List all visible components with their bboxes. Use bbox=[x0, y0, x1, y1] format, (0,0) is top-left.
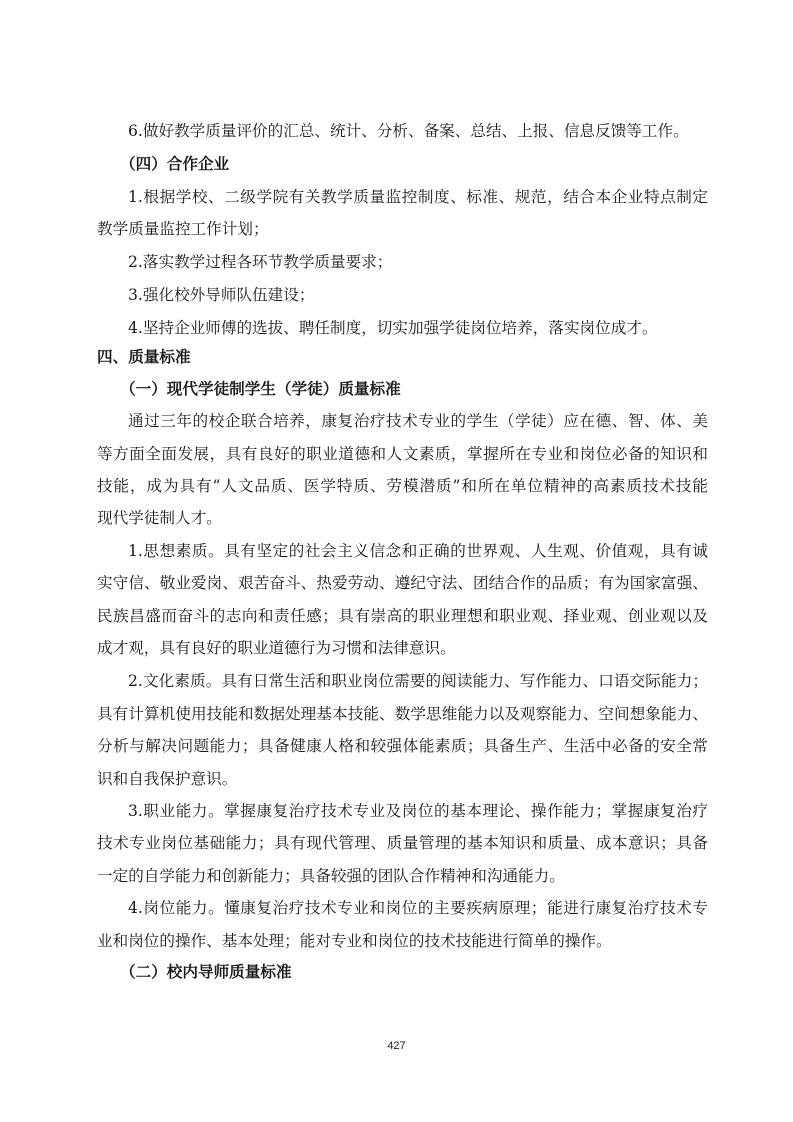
paragraph-line: 2.文化素质。具有日常生活和职业岗位需要的阅读能力、写作能力、口语交际能力； bbox=[128, 672, 708, 690]
paragraph-line: 具有计算机使用技能和数据处理基本技能、数学思维能力以及观察能力、空间想象能力、 bbox=[97, 705, 708, 723]
section-heading: 四、质量标准 bbox=[97, 348, 191, 366]
paragraph-line: 识和自我保护意识。 bbox=[97, 770, 238, 788]
paragraph-line: 3.职业能力。掌握康复治疗技术专业及岗位的基本理论、操作能力；掌握康复治疗 bbox=[128, 802, 708, 820]
paragraph-line: 实守信、敬业爱岗、艰苦奋斗、热爱劳动、遵纪守法、团结合作的品质；有为国家富强、 bbox=[97, 574, 708, 592]
paragraph-line: 技术专业岗位基础能力；具有现代管理、质量管理的基本知识和质量、成本意识；具备 bbox=[97, 834, 708, 852]
paragraph-line: 1.思想素质。具有坚定的社会主义信念和正确的世界观、人生观、价值观，具有诚 bbox=[128, 542, 708, 560]
paragraph-line: 成才观，具有良好的职业道德行为习惯和法律意识。 bbox=[97, 639, 456, 657]
paragraph-line: 民族昌盛而奋斗的志向和责任感；具有崇高的职业理想和职业观、择业观、创业观以及 bbox=[97, 607, 708, 625]
paragraph-line: 一定的自学能力和创新能力；具备较强的团队合作精神和沟通能力。 bbox=[97, 867, 565, 885]
list-item: 6.做好教学质量评价的汇总、统计、分析、备案、总结、上报、信息反馈等工作。 bbox=[128, 122, 689, 140]
subsection-heading: （一）现代学徒制学生（学徒）质量标准 bbox=[120, 380, 401, 398]
subsection-heading: （二）校内导师质量标准 bbox=[120, 963, 292, 981]
paragraph-line: 1.根据学校、二级学院有关教学质量监控制度、标准、规范，结合本企业特点制定 bbox=[128, 188, 708, 206]
list-item: 2.落实教学过程各环节教学质量要求； bbox=[128, 253, 393, 271]
paragraph-line: 4.岗位能力。懂康复治疗技术专业和岗位的主要疾病原理；能进行康复治疗技术专 bbox=[128, 899, 708, 917]
page-number: 427 bbox=[387, 1040, 406, 1052]
paragraph-line: 业和岗位的操作、基本处理；能对专业和岗位的技术技能进行简单的操作。 bbox=[97, 932, 612, 950]
paragraph-line: 分析与解决问题能力；具备健康人格和较强体能素质；具备生产、生活中必备的安全常 bbox=[97, 737, 708, 755]
paragraph-line: 现代学徒制人才。 bbox=[97, 509, 222, 527]
subsection-heading: （四）合作企业 bbox=[120, 155, 230, 173]
list-item: 4.坚持企业师傅的选拔、聘任制度，切实加强学徒岗位培养，落实岗位成才。 bbox=[128, 319, 658, 337]
paragraph-line: 技能，成为具有“人文品质、医学特质、劳模潜质”和所在单位精神的高素质技术技能 bbox=[97, 477, 708, 495]
paragraph-line: 教学质量监控工作计划； bbox=[97, 220, 269, 238]
paragraph-line: 通过三年的校企联合培养，康复治疗技术专业的学生（学徒）应在德、智、体、美 bbox=[128, 412, 708, 430]
paragraph-line: 等方面全面发展，具有良好的职业道德和人文素质，掌握所在专业和岗位必备的知识和 bbox=[97, 445, 708, 463]
list-item: 3.强化校外导师队伍建设； bbox=[128, 286, 315, 304]
